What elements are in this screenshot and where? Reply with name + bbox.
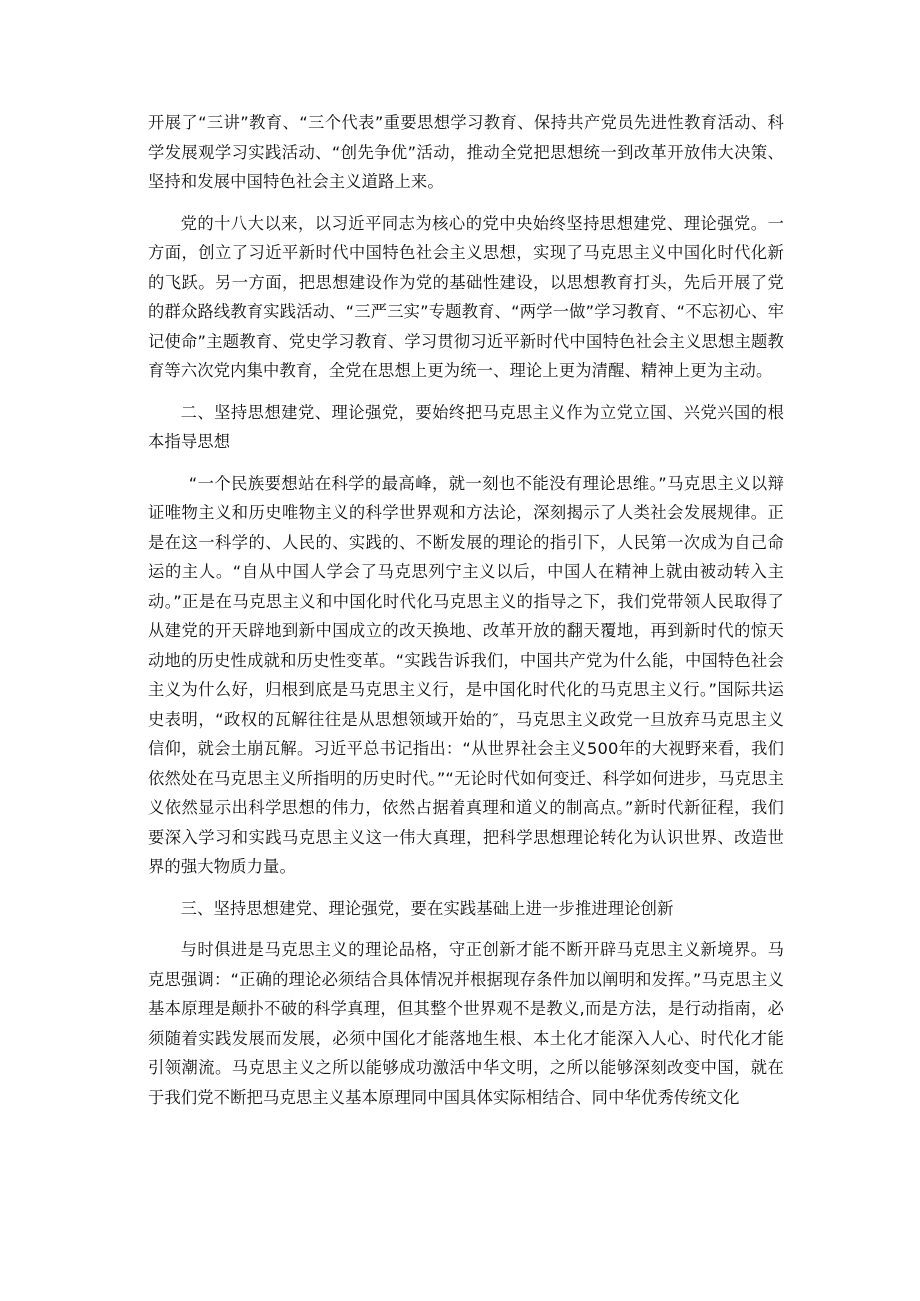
section-heading-two: 二、坚持思想建党、理论强党，要始终把马克思主义作为立党立国、兴党兴国的根本指导思想: [148, 402, 784, 451]
paragraph-eighteenth-congress: 党的十八大以来，以习近平同志为核心的党中央始终坚持思想建党、理论强党。一方面，创立了习近平新时代中国特色社会主义思想，实现了马克思主义中国化时代化新的飞跃。另一方面，把思想建设作为党的基础性建设，以思想教育打头，先后开展了党的群众路线教育实践活动、“三严三实”专题教育、“两学一做”学习教育、“不忘初心、牢记使命”主题教育、党史学习教育、学习贯彻习近平新时代中国特色社会主义思想主题教育等六次党内集中教育，全党在思想上更为统一、理论上更为清醒、精神上更为主动。: [148, 213, 784, 380]
paragraph-marxism-guidance: “一个民族要想站在科学的最高峰，就一刻也不能没有理论思维。”马克思主义以辩证唯物主义和历史唯物主义的科学世界观和方法论，深刻揭示了人类社会发展规律。正是在这一科学的、人民的、实践的、不断发展的理论的指引下，人民第一次成为自己命运的主人。“自从中国人学会了马克思列宁主义以后，中国人在精神上就由被动转入主动。”正是在马克思主义和中国化时代化马克思主义的指导之下，我们党带领人民取得了从建党的开天辟地到新中国成立的改天换地、改革开放的翻天覆地，再到新时代的惊天动地的历史性成就和历史性变革。“实践告诉我们，中国共产党为什么能，中国特色社会主义为什么好，归根到底是马克思主义行，是中国化时代化的马克思主义行。”国际共运史表明，“政权的瓦解往往是从思想领域开始的″，马克思主义政党一旦放弃马克思主义信仰，就会土崩瓦解。习近平总书记指出：“从世界社会主义500年的大视野来看，我们依然处在马克思主义所指明的历史时代。”“无论时代如何变迁、科学如何进步，马克思主义依然显示出科学思想的伟力，依然占据着真理和道义的制高点。”新时代新征程，我们要深入学习和实践马克思主义这一伟大真理，把科学思想理论转化为认识世界、改造世界的强大物质力量。: [148, 473, 784, 876]
section-heading-three: 三、坚持思想建党、理论强党，要在实践基础上进一步推进理论创新: [180, 898, 674, 918]
paragraph-continuation: 开展了“三讲”教育、“三个代表”重要思想学习教育、保持共产党员先进性教育活动、科学发展观学习实践活动、“创先争优”活动，推动全党把思想统一到改革开放伟大决策、坚持和发展中国特色社会主义道路上来。: [148, 113, 784, 191]
paragraph-theory-innovation: 与时俱进是马克思主义的理论品格，守正创新才能不断开辟马克思主义新境界。马克思强调：“正确的理论必须结合具体情况并根据现存条件加以阐明和发挥。”马克思主义基本原理是颠扑不破的科学真理，但其整个世界观不是教义,而是方法，是行动指南，必须随着实践发展而发展，必须中国化才能落地生根、本土化才能深入人心、时代化才能引领潮流。马克思主义之所以能够成功激活中华文明，之所以能够深刻改变中国，就在于我们党不断把马克思主义基本原理同中国具体实际相结合、同中华优秀传统文化: [148, 940, 784, 1107]
document-body: [148, 108, 784, 1124]
